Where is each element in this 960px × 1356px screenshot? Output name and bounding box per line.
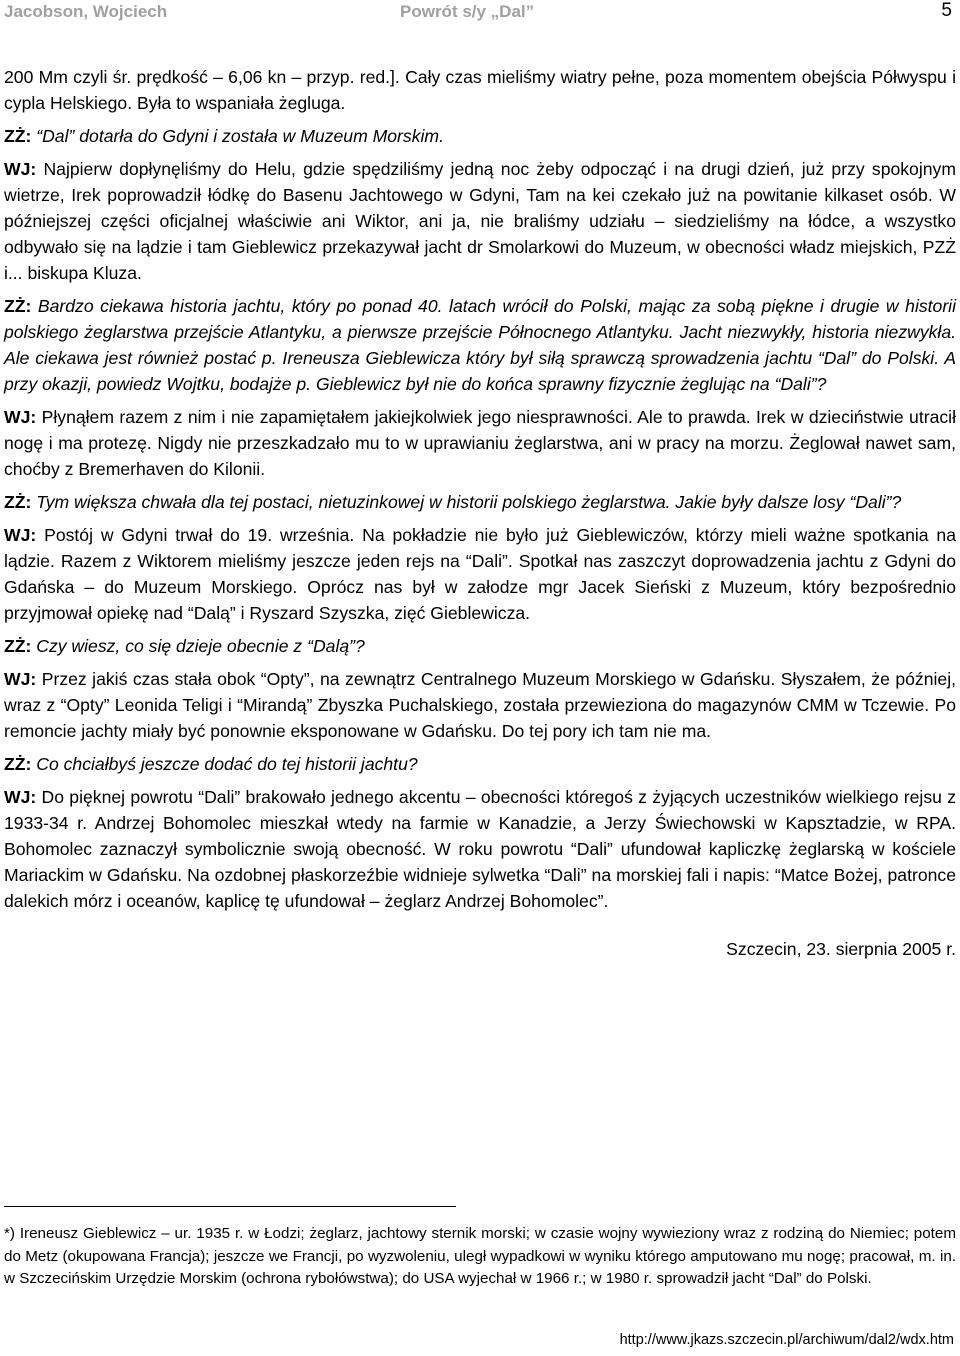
- paragraph: [4, 784, 956, 914]
- speaker-label: ZŻ:: [4, 492, 32, 512]
- paragraph-text: Czy wiesz, co się dzieje obecnie z “Dalą”?: [31, 636, 365, 656]
- speaker-label: ZŻ:: [4, 636, 32, 656]
- article-body: [4, 64, 956, 969]
- speaker-label: ZŻ:: [4, 754, 32, 774]
- header-author: Jacobson, Wojciech: [4, 2, 168, 21]
- paragraph-text: 200 Mm czyli śr. prędkość – 6,06 kn – przyp. red.]. Cały czas mieliśmy wiatry pełne, poza momentem obejścia Półwyspu i cypla Helskiego. Była to wspaniała żegluga.: [4, 67, 956, 113]
- footnote: [4, 1223, 956, 1291]
- paragraph: [4, 64, 956, 116]
- paragraph-text: Postój w Gdyni trwał do 19. września. Na pokładzie nie było już Gieblewiczów, którzy mieli ważne spotkania na lądzie. Razem z Wiktorem mieliśmy jeszcze jeden rejs na “Dali”. Spotkał nas zaszczyt doprowadzenia jachtu z Gdyni do Gdańska – do Muzeum Morskiego. Oprócz nas był w załodze mgr Jacek Sieński z Muzeum, który bezpośrednio przyjmował opiekę nad “Dalą” i Ryszard Szyszka, zięć Gieblewicza.: [4, 525, 956, 623]
- paragraph-text: Płynąłem razem z nim i nie zapamiętałem jakiejkolwiek jego niesprawności. Ale to prawda. Irek w dzieciństwie utracił nogę i ma protezę. Nigdy nie przeszkadzało mu to w uprawianiu żeglarstwa, ani w pracy na morzu. Żeglował nawet sam, choćby z Bremerhaven do Kilonii.: [4, 407, 956, 479]
- footnote-text: *) Ireneusz Gieblewicz – ur. 1935 r. w Łodzi; żeglarz, jachtowy sternik morski; w czasie wojny wywieziony wraz z rodziną do Niemiec; potem do Metz (okupowana Francja); jeszcze we Francji, po wyzwoleniu, uległ wypadkowi w wyniku którego amputowano mu nogę; pracował, m. in. w Szczecińskim Urzędzie Morskim (ochrona rybołówstwa); do USA wyjechał w 1966 r.; w 1980 r. sprowadził jacht “Dal” do Polski.: [4, 1225, 956, 1287]
- paragraph: [4, 522, 956, 626]
- paragraph-text: Przez jakiś czas stała obok “Opty”, na zewnątrz Centralnego Muzeum Morskiego w Gdańsku. Słyszałem, że później, wraz z “Opty” Leonida Teligi i “Mirandą” Zbyszka Puchalskiego, została przewieziona do magazynów CMM w Tczewie. Po remoncie jachty miały być ponownie eksponowane w Gdańsku. Do tej pory ich tam nie ma.: [4, 669, 956, 741]
- speaker-label: ZŻ:: [4, 296, 32, 316]
- paragraph-text: Co chciałbyś jeszcze dodać do tej historii jachtu?: [31, 754, 418, 774]
- page-header: [0, 0, 960, 26]
- page-number: 5: [941, 0, 952, 21]
- paragraph: [4, 666, 956, 744]
- footer-url-link[interactable]: http://www.jkazs.szczecin.pl/archiwum/dal2/wdx.htm: [619, 1332, 954, 1348]
- paragraph: [4, 489, 956, 515]
- paragraph: [4, 293, 956, 397]
- paragraph-text: Najpierw dopłynęliśmy do Helu, gdzie spędziliśmy jedną noc żeby odpocząć i na drugi dzień, już przy spokojnym wietrze, Irek poprowadził łódkę do Basenu Jachtowego w Gdyni, Tam na kei czekało już na powitanie kilkaset osób. W późniejszej części oficjalnej właściwie ani Wiktor, ani ja, nie braliśmy udziału – siedzieliśmy na łódce, a wszystko odbywało się na lądzie i tam Gieblewicz przekazywał jacht dr Smolarkowi do Muzeum, w obecności władz miejskich, PZŻ i... biskupa Kluza.: [4, 159, 956, 283]
- speaker-label: WJ:: [4, 525, 37, 545]
- paragraph-text: “Dal” dotarła do Gdyni i została w Muzeum Morskim.: [31, 126, 444, 146]
- signature-line: Szczecin, 23. sierpnia 2005 r.: [726, 939, 956, 959]
- paragraph: [4, 156, 956, 286]
- speaker-label: ZŻ:: [4, 126, 32, 146]
- header-title: Powrót s/y „Dal”: [400, 2, 535, 21]
- speaker-label: WJ:: [4, 407, 37, 427]
- paragraph: [4, 633, 956, 659]
- paragraph-text: Bardzo ciekawa historia jachtu, który po ponad 40. latach wrócił do Polski, mając za sobą piękne i drugie w historii polskiego żeglarstwa przejście Atlantyku, a pierwsze przejście Północnego Atlantyku. Jacht niezwykły, historia niezwykła. Ale ciekawa jest również postać p. Ireneusza Gieblewicza który był siłą sprawczą sprowadzenia jachtu “Dal” do Polski. A przy okazji, powiedz Wojtku, bodajże p. Gieblewicz był nie do końca sprawny fizycznie żeglując na “Dali”?: [4, 296, 956, 394]
- speaker-label: WJ:: [4, 787, 37, 807]
- speaker-label: WJ:: [4, 159, 37, 179]
- footnote-divider: [4, 1206, 456, 1207]
- speaker-label: WJ:: [4, 669, 37, 689]
- paragraph: [4, 404, 956, 482]
- paragraph: [4, 123, 956, 149]
- paragraph-text: Do pięknej powrotu “Dali” brakowało jednego akcentu – obecności któregoś z żyjących uczestników wielkiego rejsu z 1933-34 r. Andrzej Bohomolec mieszkał wtedy na farmie w Kanadzie, a Jerzy Świechowski w Kapsztadzie, w RPA. Bohomolec zaznaczył symbolicznie swoją obecność. W roku powrotu “Dali” ufundował kapliczkę żeglarską w kościele Mariackim w Gdańsku. Na ozdobnej płaskorzeźbie widnieje sylwetka “Dali” na morskiej fali i napis: “Matce Bożej, patronce dalekich mórz i oceanów, kaplicę tę ufundował – żeglarz Andrzej Bohomolec”.: [4, 787, 956, 911]
- paragraph-text: Tym większa chwała dla tej postaci, nietuzinkowej w historii polskiego żeglarstwa. Jakie były dalsze losy “Dali”?: [31, 492, 902, 512]
- paragraph: [4, 751, 956, 777]
